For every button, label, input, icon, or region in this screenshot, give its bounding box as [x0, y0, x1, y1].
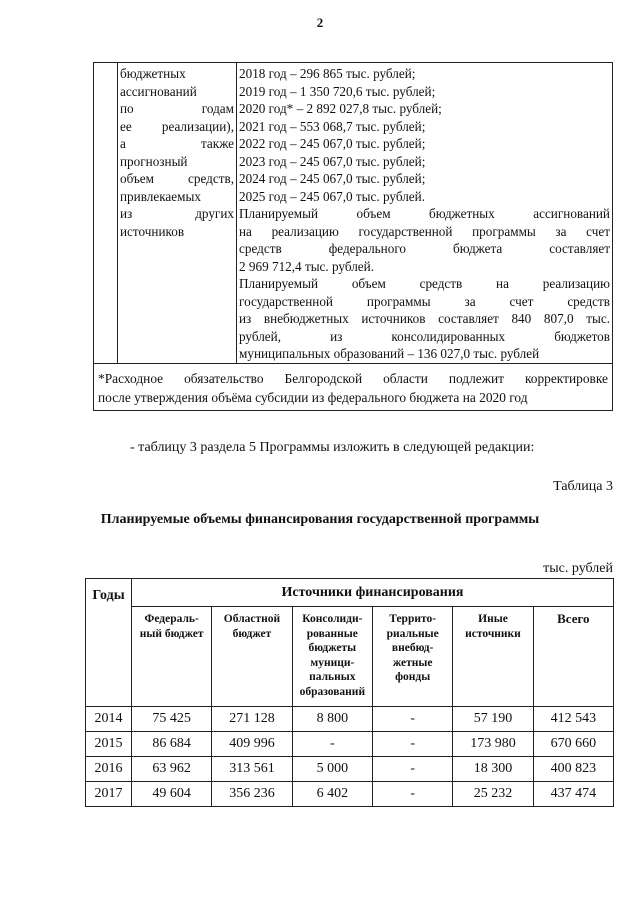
- passport-number-cell: [94, 63, 118, 364]
- passport-value-line: 2023 год – 245 067,0 тыс. рублей;: [239, 153, 426, 169]
- passport-label-line: ассигнований: [120, 83, 197, 99]
- passport-label-line: объем средств,: [120, 171, 234, 186]
- passport-note-line: после утверждения объёма субсидии из федерального бюджета на 2020 год: [98, 389, 528, 405]
- passport-value-line: 2024 год – 245 067,0 тыс. рублей;: [239, 171, 426, 186]
- column-header-federal: Федераль- ный бюджет: [132, 607, 212, 707]
- passport-value-cell: [237, 63, 613, 364]
- passport-table: [93, 62, 613, 411]
- passport-value-line: Планируемый объем бюджетных ассигнований: [239, 206, 610, 221]
- territorial-cell: -: [372, 732, 452, 757]
- column-header-territorial: Террито- риальные внебюд- жетные фонды: [372, 607, 452, 707]
- year-cell: 2014: [86, 707, 132, 732]
- year-cell: 2017: [86, 782, 132, 807]
- other-cell: 57 190: [453, 707, 533, 732]
- regional-cell: 409 996: [212, 732, 292, 757]
- table-row: [86, 732, 614, 757]
- passport-value-line: на реализацию государственной программы за счет: [239, 223, 610, 239]
- sources-header: Источники финансирования: [132, 579, 614, 607]
- passport-note: [94, 363, 613, 410]
- other-cell: 25 232: [453, 782, 533, 807]
- federal-cell: 63 962: [132, 757, 212, 782]
- year-cell: 2015: [86, 732, 132, 757]
- year-header: Годы: [86, 579, 132, 707]
- municipal-cell: 8 800: [292, 707, 372, 732]
- passport-label-line: привлекаемых: [120, 188, 201, 204]
- passport-value-line: государственной программы за счет средств: [239, 293, 610, 309]
- territorial-cell: -: [372, 757, 452, 782]
- column-header-other: Иные источники: [453, 607, 533, 707]
- finance-table: [85, 578, 614, 807]
- passport-value-line: рублей, из консолидированных бюджетов: [239, 328, 610, 344]
- table-row: [86, 707, 614, 732]
- passport-note-line: *Расходное обязательство Белгородской области подлежит корректировке: [98, 370, 608, 386]
- municipal-cell: -: [292, 732, 372, 757]
- municipal-cell: 5 000: [292, 757, 372, 782]
- passport-label-cell: [118, 63, 237, 364]
- passport-label-line: источников: [120, 223, 185, 239]
- table-title: Планируемые объемы финансирования государственной программы: [100, 512, 540, 527]
- passport-label-line: из других: [120, 206, 234, 221]
- passport-value-line: 2022 год – 245 067,0 тыс. рублей;: [239, 136, 426, 151]
- page-number: 2: [316, 15, 324, 30]
- passport-value-line: Планируемый объем средств на реализацию: [239, 276, 610, 291]
- passport-value-line: средств федерального бюджета составляет: [239, 241, 610, 256]
- passport-value-line: из внебюджетных источников составляет 840 807,0 тыс.: [239, 311, 610, 326]
- total-cell: 437 474: [533, 782, 613, 807]
- passport-value-line: 2 969 712,4 тыс. рублей.: [239, 258, 375, 274]
- federal-cell: 86 684: [132, 732, 212, 757]
- passport-value-line: 2020 год* – 2 892 027,8 тыс. рублей;: [239, 101, 442, 116]
- municipal-cell: 6 402: [292, 782, 372, 807]
- passport-label-line: прогнозный: [120, 153, 188, 169]
- federal-cell: 49 604: [132, 782, 212, 807]
- instruction-text: - таблицу 3 раздела 5 Программы изложить в следующей редакции:: [130, 440, 535, 455]
- passport-value-line: 2018 год – 296 865 тыс. рублей;: [239, 66, 416, 81]
- units-label: тыс. рублей: [543, 561, 613, 576]
- passport-label-line: бюджетных: [120, 66, 186, 81]
- regional-cell: 356 236: [212, 782, 292, 807]
- passport-value-line: муниципальных образований – 136 027,0 тыс. рублей: [239, 346, 540, 361]
- passport-value-line: 2021 год – 553 068,7 тыс. рублей;: [239, 118, 426, 134]
- federal-cell: 75 425: [132, 707, 212, 732]
- table-row: [86, 782, 614, 807]
- total-cell: 400 823: [533, 757, 613, 782]
- passport-value-line: 2019 год – 1 350 720,6 тыс. рублей;: [239, 83, 436, 99]
- total-cell: 670 660: [533, 732, 613, 757]
- column-header-regional: Областной бюджет: [212, 607, 292, 707]
- column-header-municipal: Консолиди- рованные бюджеты муници- пальных образований: [292, 607, 372, 707]
- territorial-cell: -: [372, 782, 452, 807]
- other-cell: 173 980: [453, 732, 533, 757]
- table-label: Таблица 3: [553, 479, 613, 494]
- table-row: [86, 757, 614, 782]
- territorial-cell: -: [372, 707, 452, 732]
- year-cell: 2016: [86, 757, 132, 782]
- passport-label-line: по годам: [120, 101, 234, 116]
- total-cell: 412 543: [533, 707, 613, 732]
- regional-cell: 313 561: [212, 757, 292, 782]
- other-cell: 18 300: [453, 757, 533, 782]
- passport-value-line: 2025 год – 245 067,0 тыс. рублей.: [239, 188, 425, 204]
- passport-label-line: а также: [120, 136, 234, 151]
- regional-cell: 271 128: [212, 707, 292, 732]
- column-header-total: Всего: [533, 607, 613, 707]
- passport-label-line: ее реализации),: [120, 118, 234, 134]
